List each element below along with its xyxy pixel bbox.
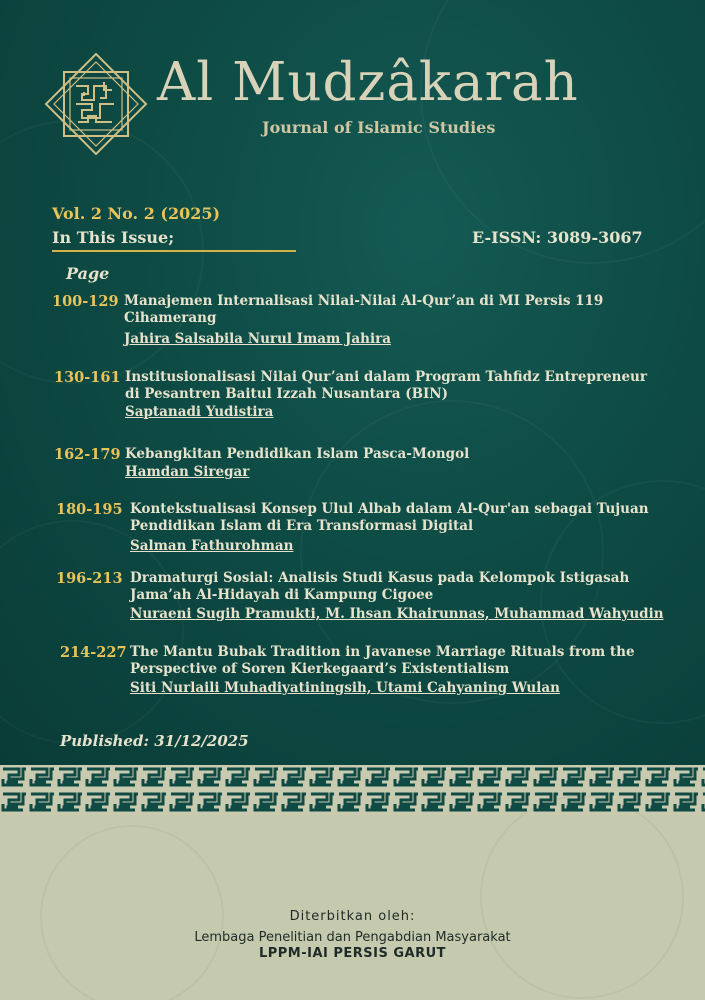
issn: E-ISSN: 3089-3067 [472,228,643,247]
article-title[interactable]: The Mantu Bubak Tradition in Javanese Marriage Rituals from the Perspective of Soren Kierkegaard’s Existentialism [130,644,635,677]
published-date: Published: 31/12/2025 [60,732,249,750]
article-authors[interactable]: Hamdan Siregar [125,464,250,480]
publisher-label: Diterbitkan oleh: [289,909,416,924]
article-title[interactable]: Kebangkitan Pendidikan Islam Pasca-Mongol [125,446,470,462]
article-authors[interactable]: Nuraeni Sugih Pramukti, M. Ihsan Khairunnas, Muhammad Wahyudin [130,606,664,622]
article-authors[interactable]: Salman Fathurohman [130,538,294,554]
article-title[interactable]: Institusionalisasi Nilai Qur’ani dalam Program Tahfidz Entrepreneur di Pesantren Baitul Izzah Nusantara (BIN) [125,369,647,402]
article-pages: 214-227 [60,644,127,661]
article-pages: 162-179 [54,446,121,463]
volume-number: Vol. 2 No. 2 (2025) [52,204,221,223]
article-authors[interactable]: Jahira Salsabila Nurul Imam Jahira [124,331,391,347]
article-pages: 180-195 [56,501,123,518]
kufic-logo-icon [44,52,148,156]
journal-subtitle: Journal of Islamic Studies [262,118,496,137]
article-pages: 196-213 [56,570,123,587]
publisher-name: LPPM-IAI PERSIS GARUT [258,946,447,961]
article-pages: 100-129 [52,293,119,310]
journal-title: Al Mudzâkarah [157,52,579,113]
issue-heading: In This Issue; [52,228,175,247]
article-title[interactable]: Kontekstualisasi Konsep Ulul Albab dalam Al-Qur'an sebagai Tujuan Pendidikan Islam di Era Transformasi Digital [130,501,649,534]
article-authors[interactable]: Siti Nurlaili Muhadiyatiningsih, Utami Cahyaning Wulan [130,680,560,696]
heading-rule [52,250,296,252]
page-label: Page [66,264,110,283]
article-title[interactable]: Dramaturgi Sosial: Analisis Studi Kasus pada Kelompok Istigasah Jama’ah Al-Hidayah di Kampung Cigoee [130,570,630,603]
article-pages: 130-161 [54,369,121,386]
publisher-institution: Lembaga Penelitian dan Pengabdian Masyarakat [194,930,511,945]
article-authors[interactable]: Saptanadi Yudistira [125,404,274,420]
article-title[interactable]: Manajemen Internalisasi Nilai-Nilai Al-Qur’an di MI Persis 119 Cihamerang [124,293,604,326]
footer-background [0,815,705,1000]
